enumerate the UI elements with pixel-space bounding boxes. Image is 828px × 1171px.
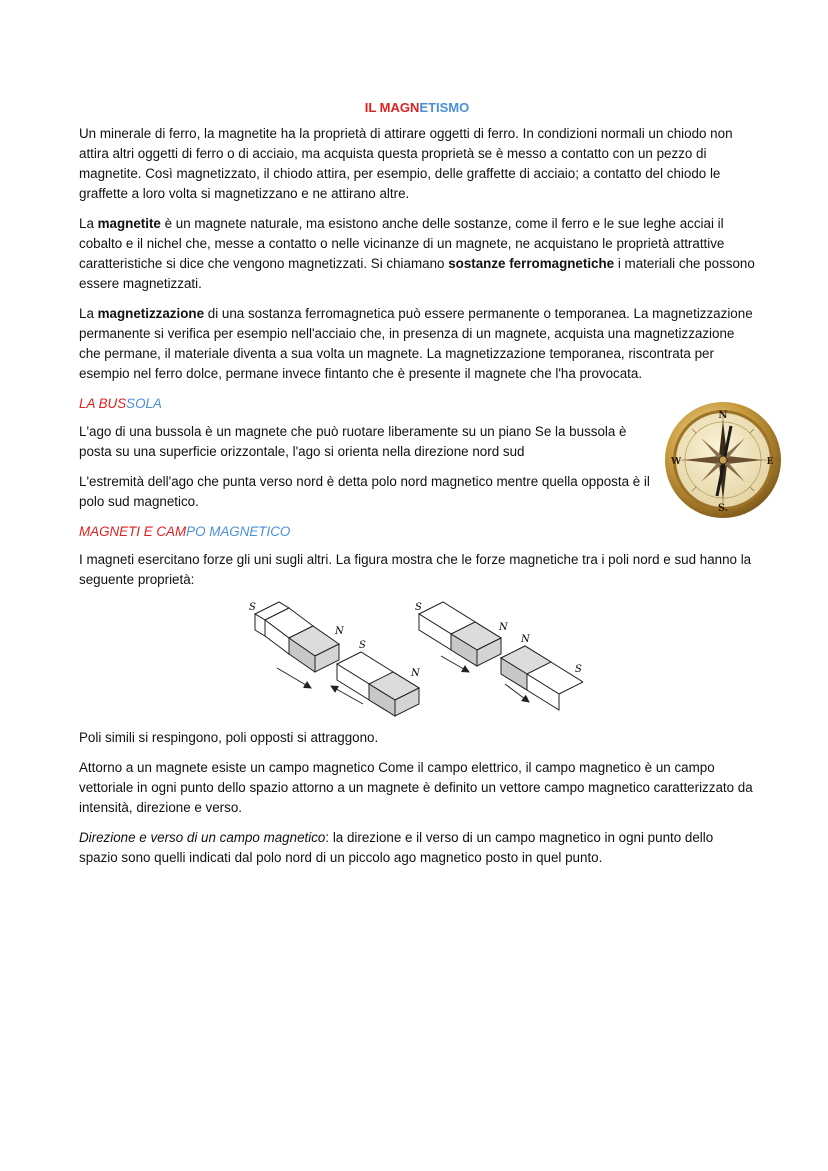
compass-label-e: E <box>766 457 774 467</box>
magnet-2-s-label: S <box>359 640 366 651</box>
campo-paragraph-1: I magneti esercitano forze gli uni sugli altri. La figura mostra che le forze magnetiche tra i poli nord e sud hanno la seguente proprietà: <box>79 552 752 587</box>
compass-paragraph-2: L'estremità dell'ago che punta verso nord è detta polo nord magnetico mentre quella opposta è il polo sud magnetico. <box>79 474 650 509</box>
bold-magnetization: magnetizzazione <box>97 306 205 321</box>
text-span: è un magnete naturale, ma esistono anche delle sostanze, come il ferro e le sue leghe acciai il cobalto e il nichel che, messe a contatto o nelle vicinanze di un magnete, ne acquistano le proprietà attrattive caratteristiche si dice che vengono magnetizzati. Si chiamano <box>79 216 725 271</box>
bold-ferromagnetic: sostanze ferromagnetiche <box>448 256 615 271</box>
compass-label-w: W <box>670 457 682 467</box>
magnet-2 <box>337 652 419 716</box>
magnet-2-n-label: N <box>411 668 420 679</box>
magnets-figure <box>243 600 583 720</box>
section-heading-bussola <box>79 394 755 414</box>
magnet-4-s-label: S <box>575 664 582 675</box>
bold-magnetite: magnetite <box>97 216 161 231</box>
compass-label-n: N <box>718 410 728 421</box>
campo-paragraph-4 <box>79 828 755 868</box>
title-part-blue: ETISMO <box>419 100 470 115</box>
compass-image <box>661 398 785 522</box>
heading-part-blue: SOLA <box>126 396 162 411</box>
compass-paragraph-1: L'ago di una bussola è un magnete che può ruotare liberamente su un piano Se la bussola è posta su una superficie orizzontale, l'ago si orienta nella direzione nord sud <box>79 424 627 459</box>
text-span: di una sostanza ferromagnetica può essere permanente o temporanea. La magnetizzazione permanente si verifica per esempio nell'acciaio che, in presenza di un magnete, acquista una magnetizzazione che permane, il materiale diventa a sua volta un magnete. La magnetizzazione temporanea, riscontrata per esempio nel ferro dolce, permane invece fintanto che è presente il magnete che l'ha provocata. <box>79 306 753 381</box>
magnet-4 <box>501 646 583 710</box>
magnets-diagram <box>243 600 583 720</box>
intro-paragraph: Un minerale di ferro, la magnetite ha la proprietà di attirare oggetti di ferro. In condizioni normali un chiodo non attira altri oggetti di ferro o di acciaio, ma acquista questa proprietà se è messo a contatto con un pezzo di magnetite. Così magnetizzato, il chiodo attira, per esempio, delle graffette di acciaio; a contatto del chiodo le graffette a loro volta si magnetizzano e ne attirano altre. <box>79 126 733 201</box>
magnet-3 <box>419 602 501 666</box>
text-span: La <box>79 306 98 321</box>
magnet-1 <box>255 602 339 672</box>
compass-section <box>79 410 774 514</box>
text-span: i materiali che possono essere magnetizzati. <box>79 256 755 291</box>
magnet-4-n-label: N <box>521 634 530 645</box>
section-heading-campo <box>79 522 755 542</box>
text-span: La <box>79 216 98 231</box>
magnet-3-n-label: N <box>499 622 508 633</box>
campo-paragraph-2: Poli simili si respingono, poli opposti si attraggono. <box>79 730 379 745</box>
heading-part-red: LA BUS <box>79 396 127 411</box>
page-title <box>79 98 755 118</box>
magnetization-paragraph <box>79 304 755 384</box>
compass-label-s: S. <box>717 503 729 514</box>
magnet-1-s-label: S <box>249 602 256 613</box>
italic-term: Direzione e verso di un campo magnetico <box>79 830 326 845</box>
magnetite-paragraph <box>79 214 755 294</box>
compass-icon <box>661 398 785 522</box>
heading-part-red: MAGNETI E CAM <box>79 524 187 539</box>
arrow-1 <box>277 668 311 688</box>
text-span: : la direzione e il verso di un campo magnetico in ogni punto dello spazio sono quelli indicati dal polo nord di un piccolo ago magnetico posto in quel punto. <box>79 830 714 865</box>
magnet-1-n-label: N <box>335 626 344 637</box>
magnet-3-s-label: S <box>415 602 422 613</box>
heading-part-blue: PO MAGNETICO <box>186 524 291 539</box>
title-part-red: IL MAGN <box>364 100 420 115</box>
document-content <box>79 98 774 878</box>
campo-paragraph-3: Attorno a un magnete esiste un campo magnetico Come il campo elettrico, il campo magnetico è un campo vettoriale in ogni punto dello spazio attorno a un magnete è definito un vettore campo magnetico caratterizzato da intensità, direzione e verso. <box>79 760 753 815</box>
